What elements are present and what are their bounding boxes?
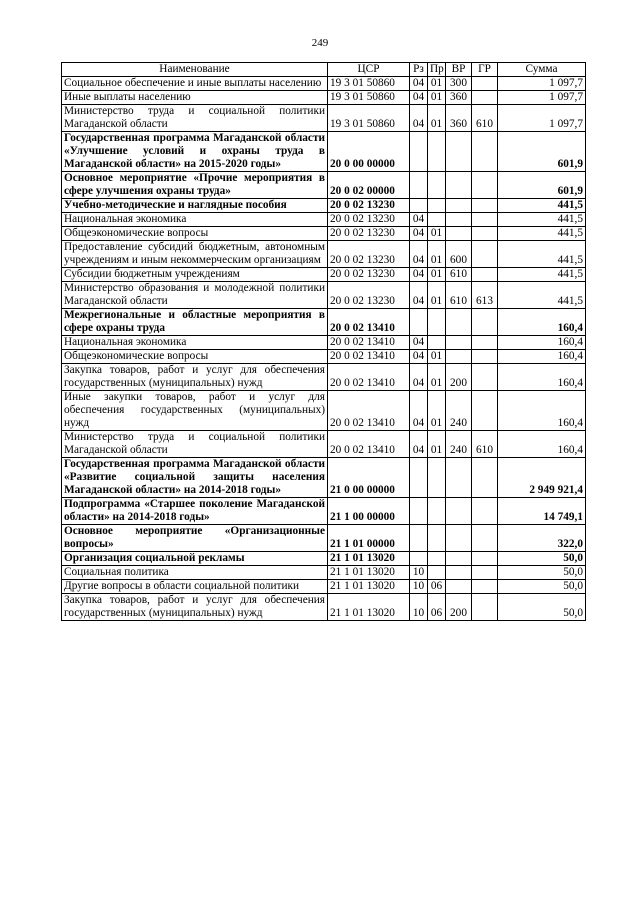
cell-sum: 50,0 (498, 552, 586, 566)
cell-gr (472, 364, 498, 391)
cell-gr (472, 580, 498, 594)
cell-csr: 20 0 02 13230 (328, 213, 410, 227)
cell-vr (446, 213, 472, 227)
cell-sum: 160,4 (498, 391, 586, 431)
cell-rz: 04 (410, 91, 428, 105)
table-row (62, 580, 586, 594)
budget-table (61, 62, 586, 621)
cell-vr: 600 (446, 241, 472, 268)
cell-sum: 14 749,1 (498, 498, 586, 525)
table-row (62, 566, 586, 580)
table-row (62, 241, 586, 268)
table-row (62, 132, 586, 172)
cell-csr: 20 0 02 13410 (328, 309, 410, 336)
cell-pr: 01 (428, 241, 446, 268)
table-row (62, 199, 586, 213)
cell-gr (472, 268, 498, 282)
cell-pr (428, 199, 446, 213)
cell-sum: 322,0 (498, 525, 586, 552)
cell-gr (472, 227, 498, 241)
cell-name: Подпрограмма «Старшее поколение Магаданской области» на 2014-2018 годы» (62, 498, 328, 525)
cell-pr (428, 498, 446, 525)
cell-vr: 300 (446, 77, 472, 91)
cell-vr (446, 350, 472, 364)
page-number: 249 (311, 37, 329, 49)
cell-pr: 01 (428, 268, 446, 282)
cell-rz: 04 (410, 213, 428, 227)
table-row (62, 105, 586, 132)
table-row (62, 498, 586, 525)
header-sum: Сумма (498, 63, 586, 77)
cell-gr (472, 594, 498, 621)
cell-csr: 21 1 01 00000 (328, 525, 410, 552)
cell-rz: 04 (410, 364, 428, 391)
cell-rz (410, 525, 428, 552)
cell-rz (410, 552, 428, 566)
cell-gr: 613 (472, 282, 498, 309)
cell-name: Организация социальной рекламы (62, 552, 328, 566)
cell-csr: 21 1 01 13020 (328, 594, 410, 621)
cell-name: Закупка товаров, работ и услуг для обеспечения государственных (муниципальных) нужд (62, 364, 328, 391)
cell-sum: 441,5 (498, 241, 586, 268)
cell-sum: 50,0 (498, 566, 586, 580)
cell-pr: 01 (428, 350, 446, 364)
table-row (62, 336, 586, 350)
cell-gr (472, 199, 498, 213)
cell-vr: 610 (446, 268, 472, 282)
cell-rz: 04 (410, 431, 428, 458)
cell-rz: 04 (410, 77, 428, 91)
cell-sum: 441,5 (498, 268, 586, 282)
table-row (62, 525, 586, 552)
cell-sum: 1 097,7 (498, 77, 586, 91)
cell-sum: 160,4 (498, 309, 586, 336)
cell-pr: 06 (428, 594, 446, 621)
cell-sum: 160,4 (498, 336, 586, 350)
cell-name: Национальная экономика (62, 213, 328, 227)
cell-name: Государственная программа Магаданской области «Развитие социальной защиты населения Магаданской области» на 2014-2018 годы» (62, 458, 328, 498)
cell-name: Общеэкономические вопросы (62, 350, 328, 364)
header-pr: Пр (428, 63, 446, 77)
cell-csr: 20 0 02 13230 (328, 241, 410, 268)
cell-sum: 441,5 (498, 282, 586, 309)
cell-pr (428, 525, 446, 552)
cell-rz: 04 (410, 241, 428, 268)
cell-sum: 160,4 (498, 364, 586, 391)
table-row (62, 91, 586, 105)
cell-csr: 20 0 02 13410 (328, 391, 410, 431)
header-rz: Рз (410, 63, 428, 77)
table-row (62, 172, 586, 199)
cell-sum: 160,4 (498, 431, 586, 458)
cell-name: Межрегиональные и областные мероприятия в сфере охраны труда (62, 309, 328, 336)
cell-vr: 360 (446, 105, 472, 132)
cell-sum: 601,9 (498, 132, 586, 172)
cell-gr (472, 552, 498, 566)
cell-csr: 20 0 02 13410 (328, 364, 410, 391)
cell-name: Иные закупки товаров, работ и услуг для обеспечения государственных (муниципальных) нужд (62, 391, 328, 431)
cell-csr: 21 1 01 13020 (328, 566, 410, 580)
cell-gr (472, 336, 498, 350)
cell-vr (446, 525, 472, 552)
cell-pr (428, 458, 446, 498)
table-row (62, 309, 586, 336)
cell-vr: 240 (446, 391, 472, 431)
cell-vr (446, 172, 472, 199)
cell-name: Основное мероприятие «Прочие мероприятия в сфере улучшения охраны труда» (62, 172, 328, 199)
cell-gr (472, 498, 498, 525)
cell-vr (446, 227, 472, 241)
cell-csr: 20 0 02 13230 (328, 199, 410, 213)
table-row (62, 350, 586, 364)
cell-gr (472, 241, 498, 268)
table-row (62, 268, 586, 282)
cell-vr (446, 458, 472, 498)
cell-vr (446, 336, 472, 350)
table-row (62, 77, 586, 91)
cell-sum: 50,0 (498, 594, 586, 621)
cell-name: Иные выплаты населению (62, 91, 328, 105)
cell-name: Министерство труда и социальной политики Магаданской области (62, 105, 328, 132)
cell-csr: 20 0 02 00000 (328, 172, 410, 199)
cell-name: Социальная политика (62, 566, 328, 580)
cell-pr: 01 (428, 282, 446, 309)
cell-vr (446, 132, 472, 172)
cell-pr: 01 (428, 105, 446, 132)
cell-pr: 01 (428, 227, 446, 241)
header-name: Наименование (62, 63, 328, 77)
cell-vr (446, 309, 472, 336)
cell-name: Социальное обеспечение и иные выплаты населению (62, 77, 328, 91)
cell-name: Министерство образования и молодежной политики Магаданской области (62, 282, 328, 309)
cell-csr: 20 0 02 13410 (328, 431, 410, 458)
cell-name: Государственная программа Магаданской области «Улучшение условий и охраны труда в Магаданской области» на 2015-2020 годы» (62, 132, 328, 172)
cell-gr (472, 309, 498, 336)
cell-pr: 06 (428, 580, 446, 594)
cell-rz: 10 (410, 566, 428, 580)
cell-csr: 19 3 01 50860 (328, 77, 410, 91)
cell-vr: 610 (446, 282, 472, 309)
cell-gr: 610 (472, 431, 498, 458)
table-row (62, 213, 586, 227)
cell-sum: 1 097,7 (498, 91, 586, 105)
cell-sum: 50,0 (498, 580, 586, 594)
cell-rz: 04 (410, 227, 428, 241)
cell-gr (472, 525, 498, 552)
cell-sum: 441,5 (498, 199, 586, 213)
cell-gr (472, 132, 498, 172)
cell-gr (472, 350, 498, 364)
cell-rz: 04 (410, 336, 428, 350)
cell-gr (472, 77, 498, 91)
cell-name: Закупка товаров, работ и услуг для обеспечения государственных (муниципальных) нужд (62, 594, 328, 621)
cell-vr (446, 498, 472, 525)
cell-pr: 01 (428, 77, 446, 91)
cell-csr: 21 1 01 13020 (328, 580, 410, 594)
cell-csr: 21 1 00 00000 (328, 498, 410, 525)
cell-csr: 20 0 02 13410 (328, 336, 410, 350)
cell-gr (472, 213, 498, 227)
cell-pr: 01 (428, 91, 446, 105)
cell-rz: 04 (410, 350, 428, 364)
cell-csr: 20 0 00 00000 (328, 132, 410, 172)
cell-rz (410, 199, 428, 213)
cell-pr: 01 (428, 391, 446, 431)
header-vr: ВР (446, 63, 472, 77)
table-row (62, 594, 586, 621)
cell-rz: 10 (410, 580, 428, 594)
cell-name: Национальная экономика (62, 336, 328, 350)
cell-sum: 601,9 (498, 172, 586, 199)
cell-rz: 04 (410, 105, 428, 132)
table-row (62, 458, 586, 498)
cell-name: Общеэкономические вопросы (62, 227, 328, 241)
cell-pr (428, 309, 446, 336)
table-row (62, 364, 586, 391)
cell-rz: 10 (410, 594, 428, 621)
cell-rz (410, 458, 428, 498)
cell-sum: 1 097,7 (498, 105, 586, 132)
cell-pr: 01 (428, 431, 446, 458)
cell-pr (428, 132, 446, 172)
cell-csr: 20 0 02 13230 (328, 227, 410, 241)
table-row (62, 391, 586, 431)
cell-pr: 01 (428, 364, 446, 391)
cell-pr (428, 552, 446, 566)
cell-sum: 441,5 (498, 227, 586, 241)
cell-sum: 160,4 (498, 350, 586, 364)
table-header-row (62, 63, 586, 77)
table-row (62, 227, 586, 241)
cell-rz (410, 132, 428, 172)
cell-gr (472, 458, 498, 498)
cell-sum: 2 949 921,4 (498, 458, 586, 498)
table-body (62, 77, 586, 621)
table-row (62, 552, 586, 566)
cell-rz: 04 (410, 282, 428, 309)
cell-name: Другие вопросы в области социальной политики (62, 580, 328, 594)
cell-vr: 240 (446, 431, 472, 458)
cell-name: Предоставление субсидий бюджетным, автономным учреждениям и иным некоммерческим организациям (62, 241, 328, 268)
cell-name: Субсидии бюджетным учреждениям (62, 268, 328, 282)
cell-rz: 04 (410, 268, 428, 282)
cell-rz (410, 309, 428, 336)
table-row (62, 431, 586, 458)
cell-pr (428, 172, 446, 199)
cell-name: Основное мероприятие «Организационные вопросы» (62, 525, 328, 552)
cell-csr: 19 3 01 50860 (328, 105, 410, 132)
cell-vr (446, 552, 472, 566)
cell-pr (428, 336, 446, 350)
cell-pr (428, 566, 446, 580)
cell-rz (410, 498, 428, 525)
cell-gr: 610 (472, 105, 498, 132)
cell-sum: 441,5 (498, 213, 586, 227)
cell-gr (472, 566, 498, 580)
cell-csr: 19 3 01 50860 (328, 91, 410, 105)
cell-csr: 21 0 00 00000 (328, 458, 410, 498)
cell-vr: 200 (446, 594, 472, 621)
header-gr: ГР (472, 63, 498, 77)
table-row (62, 282, 586, 309)
cell-vr (446, 566, 472, 580)
cell-name: Учебно-методические и наглядные пособия (62, 199, 328, 213)
cell-csr: 20 0 02 13230 (328, 268, 410, 282)
cell-rz: 04 (410, 391, 428, 431)
cell-rz (410, 172, 428, 199)
cell-gr (472, 391, 498, 431)
cell-name: Министерство труда и социальной политики Магаданской области (62, 431, 328, 458)
cell-vr (446, 580, 472, 594)
cell-vr (446, 199, 472, 213)
cell-vr: 360 (446, 91, 472, 105)
cell-vr: 200 (446, 364, 472, 391)
cell-csr: 20 0 02 13410 (328, 350, 410, 364)
cell-gr (472, 91, 498, 105)
cell-gr (472, 172, 498, 199)
cell-pr (428, 213, 446, 227)
header-csr: ЦСР (328, 63, 410, 77)
cell-csr: 21 1 01 13020 (328, 552, 410, 566)
cell-csr: 20 0 02 13230 (328, 282, 410, 309)
